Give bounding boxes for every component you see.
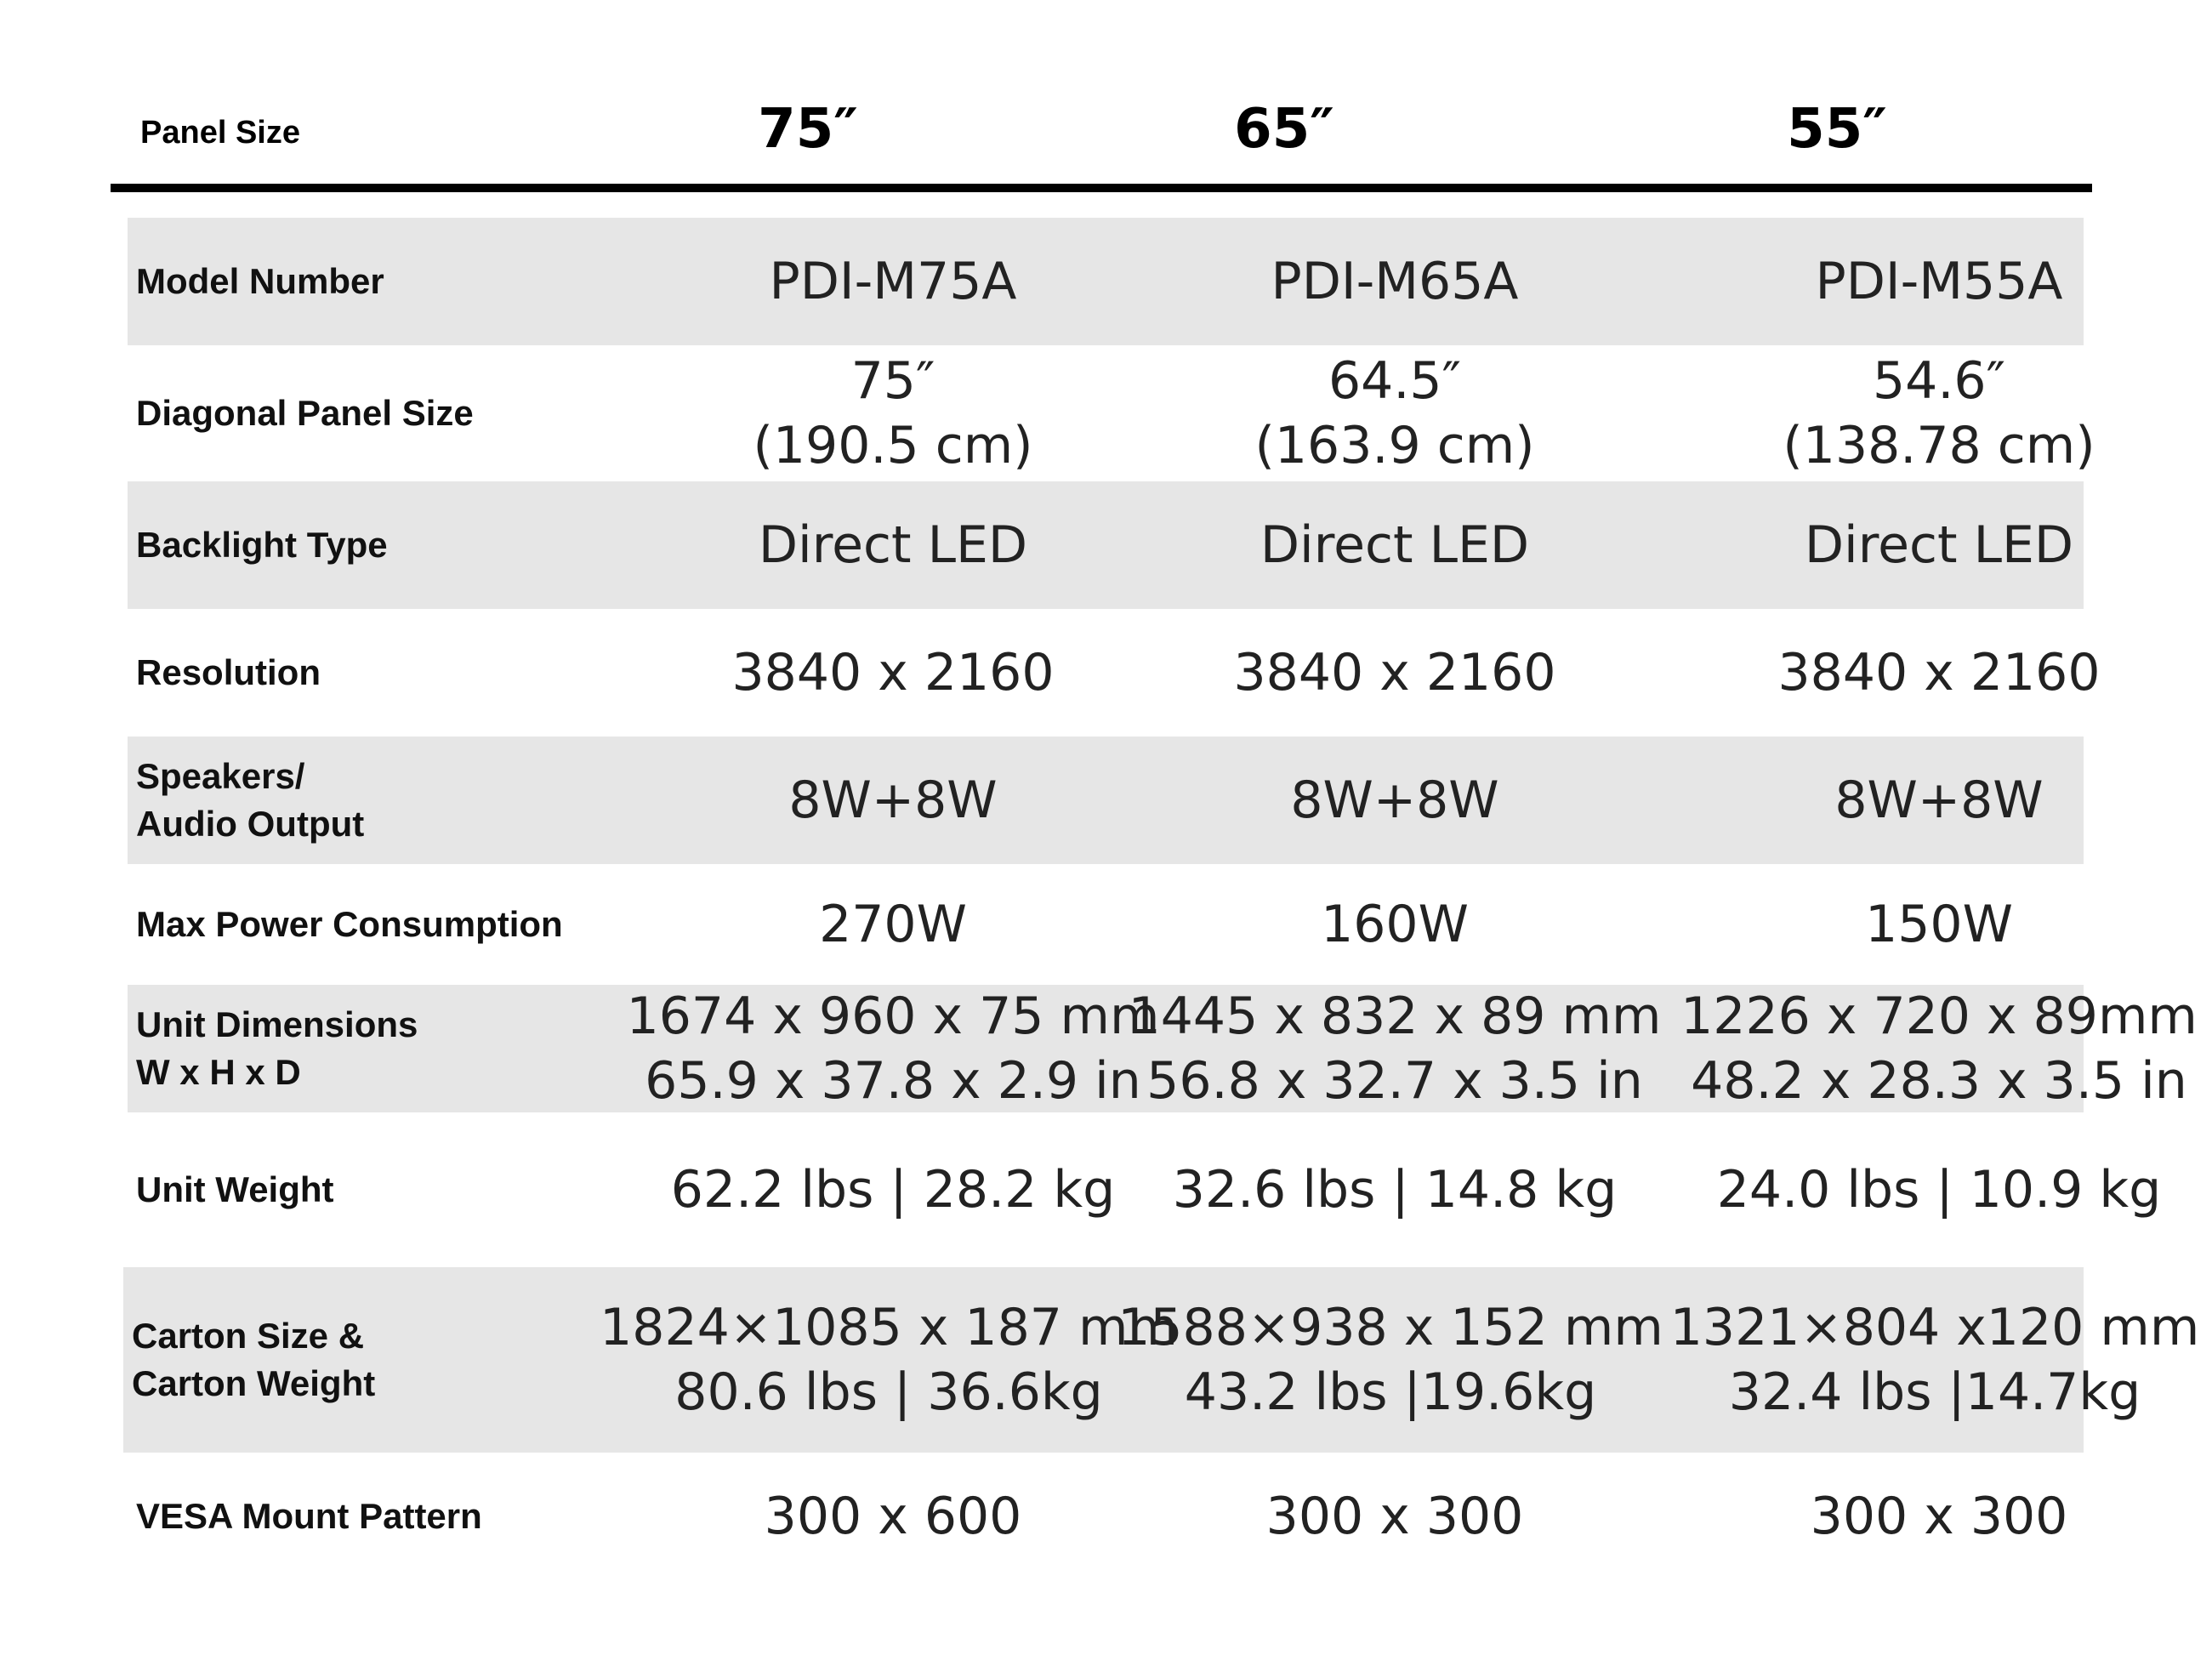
cell-65: Direct LED: [1260, 515, 1530, 575]
spec-row-model-number: [128, 218, 2084, 345]
cell-65: 32.6 lbs | 14.8 kg: [1172, 1160, 1618, 1220]
spec-row-backlight-type: [128, 481, 2084, 609]
cell-55: 8W+8W: [1834, 771, 2044, 830]
cell-75: 3840 x 2160: [731, 643, 1055, 702]
cell-65: 160W: [1321, 895, 1469, 954]
cell-55: 1226 x 720 x 89mm 48.2 x 28.3 x 3.5 in: [1680, 987, 2198, 1111]
cell-75: 300 x 600: [764, 1487, 1022, 1546]
cell-75: 8W+8W: [788, 771, 998, 830]
panel-size-65: 65″: [1234, 98, 1334, 161]
cell-55: 24.0 lbs | 10.9 kg: [1716, 1160, 2162, 1220]
cell-55: Direct LED: [1804, 515, 2074, 575]
header-divider: [111, 184, 2092, 192]
cell-55: 150W: [1865, 895, 2013, 954]
cell-65: PDI-M65A: [1271, 252, 1519, 311]
cell-75: Direct LED: [758, 515, 1028, 575]
row-label: Unit Dimensions W x H x D: [136, 1004, 418, 1092]
spec-row-max-power-consumption: [128, 864, 2084, 985]
spec-row-diagonal-panel-size: [128, 345, 2095, 481]
row-label: Max Power Consumption: [136, 904, 563, 944]
row-label: Unit Weight: [136, 1169, 334, 1209]
cell-55: 1321×804 x120 mm 32.4 lbs |14.7kg: [1669, 1298, 2200, 1422]
row-label: Carton Size & Carton Weight: [132, 1316, 376, 1403]
spec-row-speakers-audio-output: [128, 737, 2084, 864]
cell-55: 300 x 300: [1810, 1487, 2068, 1546]
spec-table-header: [111, 81, 2092, 183]
cell-75: PDI-M75A: [769, 252, 1017, 311]
panel-size-55: 55″: [1787, 98, 1887, 161]
cell-75: 1674 x 960 x 75 mm 65.9 x 37.8 x 2.9 in: [626, 987, 1160, 1111]
row-label: Diagonal Panel Size: [136, 393, 474, 433]
row-label: Resolution: [136, 652, 321, 692]
cell-65: 1445 x 832 x 89 mm 56.8 x 32.7 x 3.5 in: [1128, 987, 1662, 1111]
cell-55: 3840 x 2160: [1777, 643, 2101, 702]
cell-65: 8W+8W: [1290, 771, 1499, 830]
panel-size-header-label: Panel Size: [140, 115, 300, 151]
cell-55: 54.6″ (138.78 cm): [1783, 351, 2095, 475]
row-label: Model Number: [136, 261, 384, 301]
cell-65: 300 x 300: [1265, 1487, 1524, 1546]
spec-row-carton-size-weight: [123, 1267, 2200, 1453]
cell-75: 270W: [819, 895, 967, 954]
spec-row-unit-dimensions: [128, 985, 2198, 1112]
cell-75: 75″ (190.5 cm): [753, 351, 1033, 475]
spec-row-unit-weight: [128, 1112, 2162, 1267]
panel-size-75: 75″: [758, 98, 858, 161]
cell-75: 62.2 lbs | 28.2 kg: [670, 1160, 1116, 1220]
cell-65: 3840 x 2160: [1233, 643, 1556, 702]
cell-75: 1824×1085 x 187 mm 80.6 lbs | 36.6kg: [600, 1298, 1178, 1422]
row-label: Speakers/ Audio Output: [136, 756, 365, 844]
spec-row-resolution: [128, 609, 2101, 737]
spec-row-vesa-mount-pattern: [128, 1453, 2084, 1580]
cell-65: 1588×938 x 152 mm 43.2 lbs |19.6kg: [1117, 1298, 1663, 1422]
row-label: Backlight Type: [136, 525, 388, 565]
row-label: VESA Mount Pattern: [136, 1496, 482, 1536]
cell-55: PDI-M55A: [1815, 252, 2063, 311]
cell-65: 64.5″ (163.9 cm): [1254, 351, 1535, 475]
